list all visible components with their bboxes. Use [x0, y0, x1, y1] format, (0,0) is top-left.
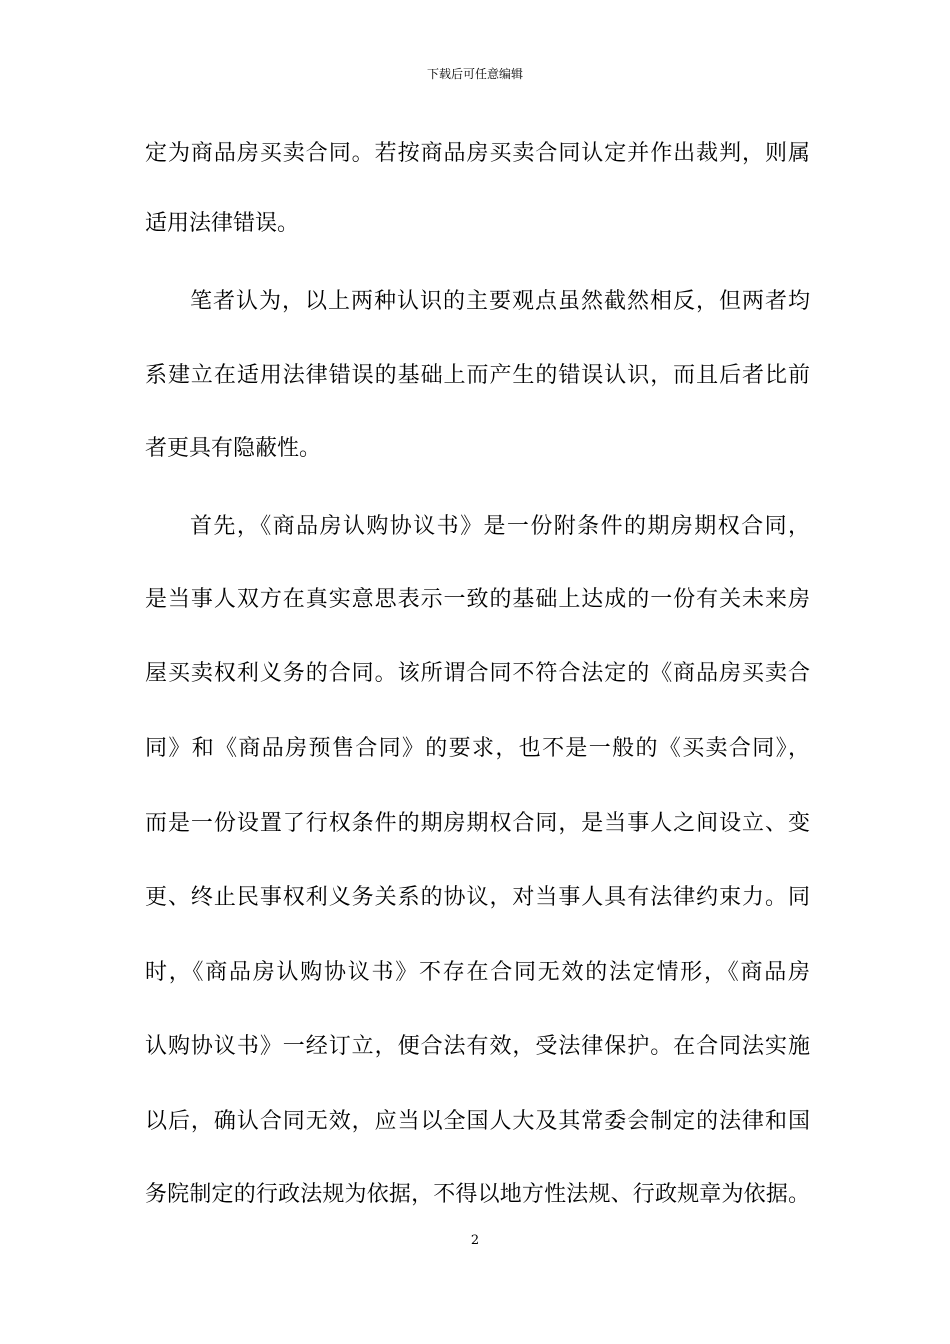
text-line: 适用法律错误。: [145, 211, 300, 236]
text-line: 而是一份设置了行权条件的期房期权合同，是当事人之间设立、变: [145, 811, 810, 836]
text-line: 是当事人双方在真实意思表示一致的基础上达成的一份有关未来房: [145, 587, 810, 612]
text-line: 者更具有隐蔽性。: [145, 436, 322, 461]
text-line: 笔者认为，以上两种认识的主要观点虽然截然相反，但两者均: [190, 289, 810, 314]
text-line: 屋买卖权利义务的合同。该所谓合同不符合法定的《商品房买卖合: [145, 661, 810, 686]
page-number: 2: [470, 1233, 480, 1248]
text-line: 务院制定的行政法规为依据，不得以地方性法规、行政规章为依据。: [145, 1182, 810, 1207]
text-line: 系建立在适用法律错误的基础上而产生的错误认识，而且后者比前: [145, 363, 810, 388]
text-line: 时，《商品房认购协议书》不存在合同无效的法定情形，《商品房: [145, 960, 810, 985]
text-line: 同》和《商品房预售合同》的要求，也不是一般的《买卖合同》，: [145, 736, 810, 761]
text-line: 首先，《商品房认购协议书》是一份附条件的期房期权合同，: [190, 514, 810, 539]
text-line: 更、终止民事权利义务关系的协议，对当事人具有法律约束力。同: [145, 885, 810, 910]
text-line: 以后，确认合同无效，应当以全国人大及其常委会制定的法律和国: [145, 1109, 810, 1134]
text-line: 定为商品房买卖合同。若按商品房买卖合同认定并作出裁判，则属: [145, 141, 810, 166]
text-line: 认购协议书》一经订立，便合法有效，受法律保护。在合同法实施: [145, 1034, 810, 1059]
page-header: 下载后可任意编辑: [426, 67, 523, 81]
